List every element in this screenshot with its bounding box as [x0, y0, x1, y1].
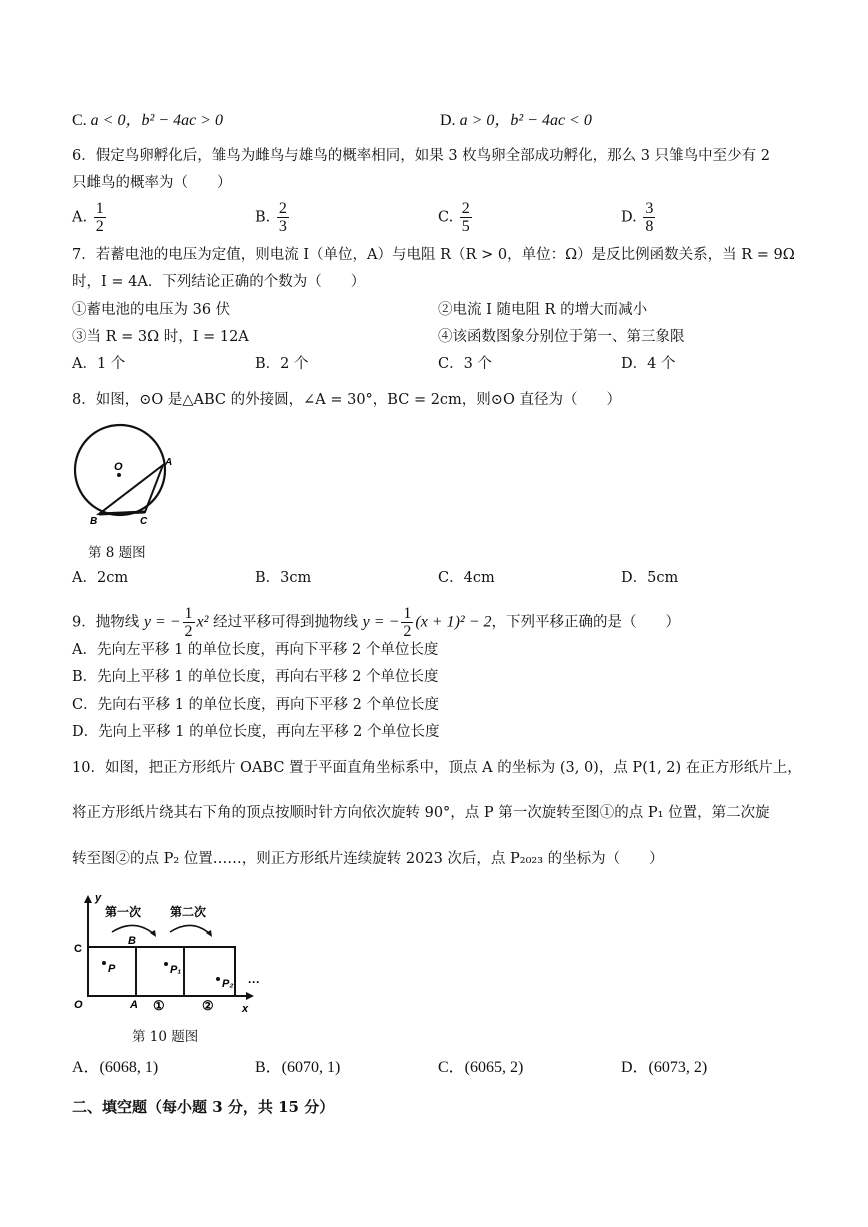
eq1-rhs: x² [196, 613, 209, 631]
denominator: 2 [403, 623, 412, 640]
q10-caption: 第 10 题图 [132, 1029, 199, 1045]
label-c: C [74, 943, 82, 955]
option-label: C. [438, 209, 454, 226]
point-p1 [164, 962, 168, 966]
q6-stem-line1: 6．假定鸟卵孵化后，雏鸟为雌鸟与雄鸟的概率相同，如果 3 枚鸟卵全部成功孵化，那么 3 只雏鸟中至少有 2 [72, 148, 770, 164]
q7-option-a: A．1 个 [72, 356, 126, 372]
label-o: O [114, 461, 123, 473]
eq2-fraction [401, 605, 413, 640]
q7-option-b: B．2 个 [255, 356, 309, 372]
q7-option-c: C．3 个 [438, 356, 492, 372]
q8-option-c: C．4cm [438, 570, 495, 586]
q7-stem-line2: 时，I = 4A．下列结论正确的个数为（ ） [72, 274, 366, 290]
q8-option-d: D．5cm [621, 570, 679, 586]
numerator: 1 [184, 605, 193, 622]
option-expr: a < 0，b² − 4ac > 0 [90, 112, 223, 129]
q10-stem-line2: 将正方形纸片绕其右下角的顶点按顺时针方向依次旋转 90°，点 P 第一次旋转至图①的点 P₁ 位置，第二次旋 [72, 805, 770, 821]
q9-option-a: A．先向左平移 1 的单位长度，再向下平移 2 个单位长度 [72, 642, 439, 658]
denominator: 8 [645, 218, 654, 235]
rotation-arc-2 [170, 925, 210, 934]
q10-option-b: B．(6070, 1) [255, 1059, 341, 1076]
q9-suffix: ，下列平移正确的是（ ） [491, 614, 681, 631]
option-label: D. [440, 112, 456, 129]
q7-option-d: D．4 个 [621, 356, 676, 372]
q9-prefix: 9．抛物线 [72, 614, 140, 631]
option-label: A. [72, 209, 88, 226]
q9-mid: 经过平移可得到抛物线 [213, 614, 359, 631]
eq2-rhs: (x + 1)² − 2 [415, 613, 492, 631]
q6-option-c [438, 200, 474, 235]
eq2-lhs: y = − [362, 613, 400, 631]
numerator: 3 [645, 200, 654, 217]
label-p1: P₁ [170, 964, 182, 976]
label-y: y [95, 892, 102, 904]
q8-stem: 8．如图，⊙O 是△ABC 的外接圆，∠A = 30°，BC = 2cm，则⊙O 直径为（ ） [72, 392, 621, 408]
q6-option-b [255, 200, 291, 235]
q5-option-c [72, 112, 223, 130]
numerator: 1 [95, 200, 104, 217]
q8-option-b: B．3cm [255, 570, 312, 586]
fraction [277, 200, 289, 235]
q10-stem-line3: 转至图②的点 P₂ 位置……，则正方形纸片连续旋转 2023 次后，点 P₂₀₂₃ 的坐标为（ ） [72, 851, 664, 867]
label-a: A [130, 999, 138, 1011]
q8-caption: 第 8 题图 [88, 545, 146, 561]
q5-option-d [440, 112, 592, 130]
q10-option-c: C．(6065, 2) [438, 1059, 524, 1076]
q10-option-d: D．(6073, 2) [621, 1059, 708, 1076]
denominator: 2 [95, 218, 104, 235]
q7-statement-4: ④该函数图象分别位于第一、第三象限 [438, 329, 685, 345]
denominator: 5 [461, 218, 470, 235]
rotation-arc-1 [112, 925, 154, 934]
q9-stem [72, 605, 680, 640]
point-p2 [216, 977, 220, 981]
numerator: 2 [461, 200, 470, 217]
point-p [102, 961, 106, 965]
eq1-fraction [183, 605, 195, 640]
eq1-lhs: y = − [143, 613, 181, 631]
fraction [460, 200, 472, 235]
label-dots: ··· [248, 975, 260, 989]
q7-statement-2: ②电流 I 随电阻 R 的增大而减小 [438, 302, 648, 318]
label-o: O [74, 999, 83, 1011]
option-label: C. [72, 112, 87, 129]
denominator: 3 [278, 218, 287, 235]
q8-option-a: A．2cm [72, 570, 129, 586]
option-expr: a > 0，b² − 4ac < 0 [459, 112, 592, 129]
section-heading-fill-in: 二、填空题（每小题 3 分，共 15 分） [72, 1098, 335, 1116]
q9-option-c: C．先向右平移 1 的单位长度，再向下平移 2 个单位长度 [72, 697, 439, 713]
x-axis-arrow [246, 992, 254, 1000]
q7-stem-line1: 7．若蓄电池的电压为定值，则电流 I（单位，A）与电阻 R（R > 0，单位：Ω）是反比例函数关系，当 R = 9Ω [72, 247, 795, 263]
denominator: 2 [184, 623, 193, 640]
q9-option-d: D．先向上平移 1 的单位长度，再向左平移 2 个单位长度 [72, 724, 440, 740]
label-circle-2: ② [202, 998, 214, 1013]
label-second: 第二次 [170, 905, 207, 919]
label-b: B [128, 935, 136, 947]
label-circle-1: ① [153, 998, 165, 1013]
q9-option-b: B．先向上平移 1 的单位长度，再向右平移 2 个单位长度 [72, 669, 439, 685]
center-point-o [117, 473, 121, 477]
q8-circle-figure [70, 415, 180, 530]
label-b: B [90, 516, 98, 527]
numerator: 1 [403, 605, 412, 622]
label-p2: P₂ [222, 978, 234, 990]
label-first: 第一次 [105, 905, 142, 919]
option-label: B. [255, 209, 271, 226]
q7-statement-1: ①蓄电池的电压为 36 伏 [72, 302, 231, 318]
fraction [643, 200, 655, 235]
y-axis-arrow [84, 895, 92, 903]
option-label: D. [621, 209, 637, 226]
q10-rotation-figure [70, 890, 270, 1020]
chord-bc [99, 512, 145, 514]
q10-stem-line1: 10．如图，把正方形纸片 OABC 置于平面直角坐标系中，顶点 A 的坐标为 (3, 0)，点 P(1, 2) 在正方形纸片上， [72, 760, 802, 776]
q10-option-a: A．(6068, 1) [72, 1059, 159, 1076]
label-c: C [140, 516, 148, 527]
q6-option-a [72, 200, 108, 235]
label-p: P [108, 963, 116, 975]
q7-statement-3: ③当 R = 3Ω 时，I = 12A [72, 329, 249, 345]
label-x: x [242, 1003, 249, 1015]
triangle-abc [99, 465, 163, 514]
q6-option-d [621, 200, 657, 235]
q6-stem-line2: 只雌鸟的概率为（ ） [72, 175, 232, 191]
fraction [94, 200, 106, 235]
label-a: A [165, 457, 173, 468]
numerator: 2 [278, 200, 287, 217]
